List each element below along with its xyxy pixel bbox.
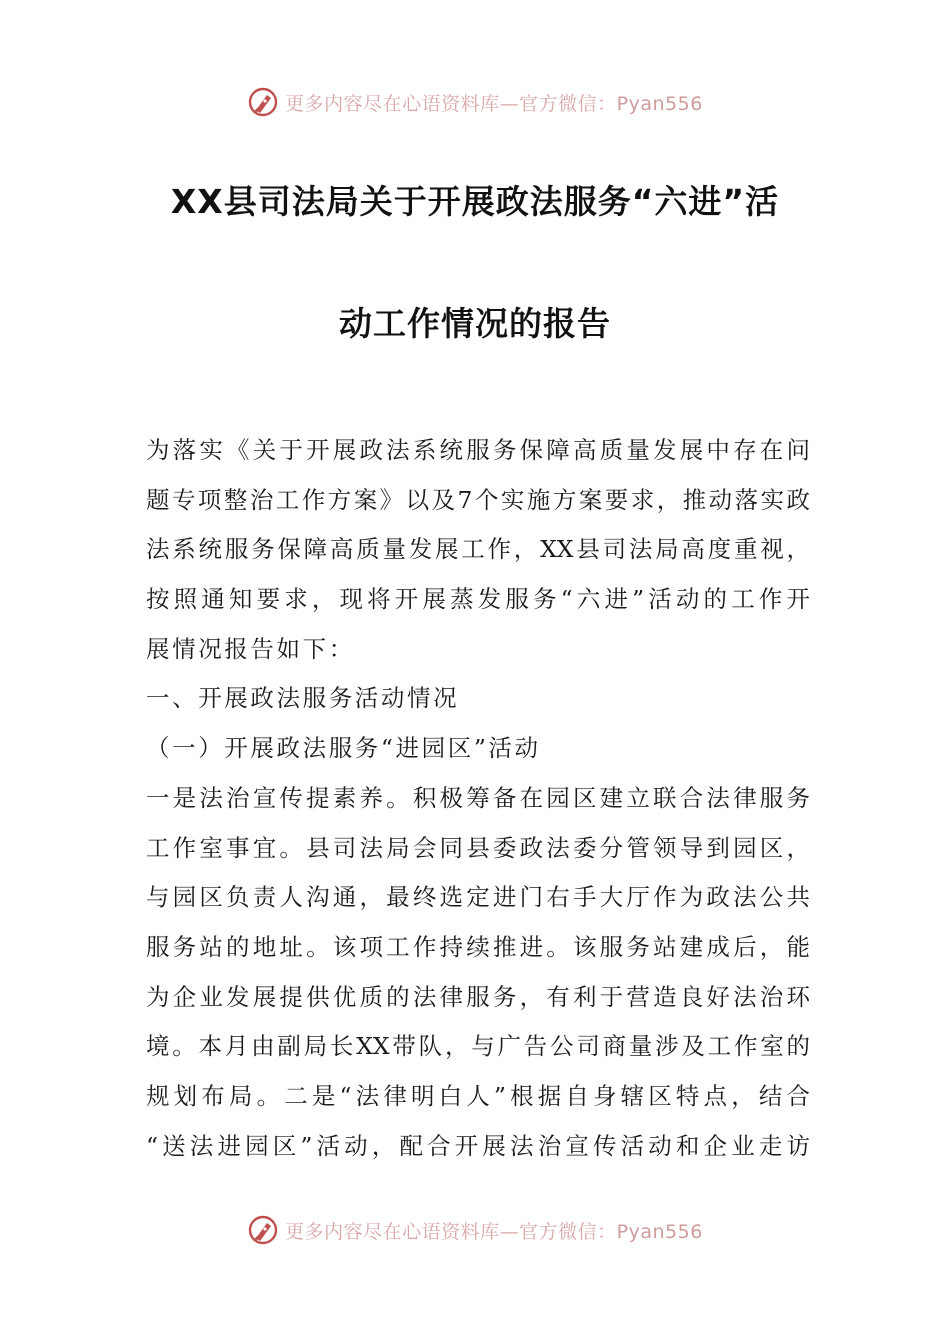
document-title-line-1: XX县司法局关于开展政法服务“六进”活 bbox=[170, 182, 780, 221]
body-line: 为企业发展提供优质的法律服务，有利于营造良好法治环 bbox=[146, 982, 810, 1011]
watermark-bottom bbox=[0, 1210, 950, 1250]
watermark-text: 更多内容尽在心语资料库—官方微信：Pyan556 bbox=[285, 92, 703, 115]
section-heading: 一、开展政法服务活动情况 bbox=[146, 684, 460, 713]
body-line: 规划布局。二是“法律明白人”根据自身辖区特点，结合 bbox=[146, 1081, 810, 1110]
document-title-line-2: 动工作情况的报告 bbox=[339, 304, 611, 343]
body-line: “送法进园区”活动，配合开展法治宣传活动和企业走访 bbox=[146, 1131, 810, 1160]
body-line: 服务站的地址。该项工作持续推进。该服务站建成后，能 bbox=[146, 932, 810, 961]
body-line: 一是法治宣传提素养。积极筹备在园区建立联合法律服务 bbox=[146, 783, 810, 812]
body-line: 法系统服务保障高质量发展工作，XX县司法局高度重视， bbox=[146, 535, 810, 564]
body-line: 工作室事宜。县司法局会同县委政法委分管领导到园区， bbox=[146, 833, 810, 862]
pen-nib-logo-icon bbox=[247, 86, 279, 118]
body-line: 与园区负责人沟通，最终选定进门右手大厅作为政法公共 bbox=[146, 883, 810, 912]
watermark-top bbox=[0, 82, 950, 122]
body-line: 为落实《关于开展政法系统服务保障高质量发展中存在问 bbox=[146, 436, 810, 464]
subsection-heading: （一）开展政法服务“进园区”活动 bbox=[146, 734, 541, 763]
document-body bbox=[146, 426, 810, 1171]
body-line: 境。本月由副局长XX带队，与广告公司商量涉及工作室的 bbox=[146, 1032, 810, 1061]
body-line: 展情况报告如下： bbox=[146, 634, 355, 663]
watermark-text: 更多内容尽在心语资料库—官方微信：Pyan556 bbox=[285, 1220, 703, 1243]
body-line: 题专项整治工作方案》以及7个实施方案要求，推动落实政 bbox=[146, 485, 810, 514]
pen-nib-logo-icon bbox=[247, 1214, 279, 1246]
body-line: 按照通知要求，现将开展蒸发服务“六进”活动的工作开 bbox=[146, 585, 810, 614]
